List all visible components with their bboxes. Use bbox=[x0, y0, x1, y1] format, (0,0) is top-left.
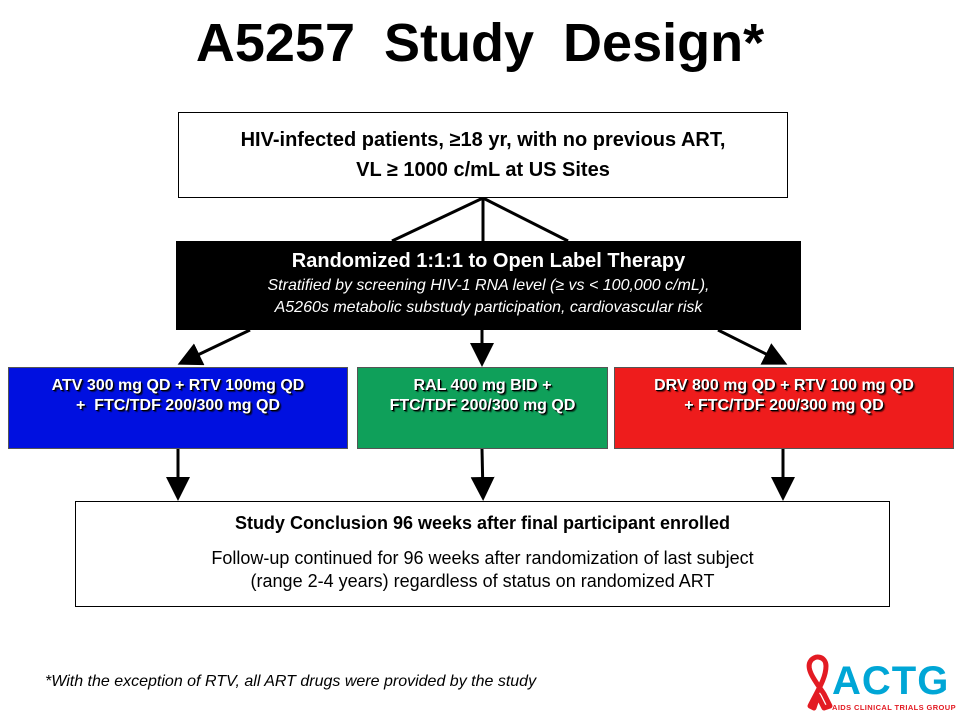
arrow-arm-2-to-conclusion bbox=[482, 449, 483, 495]
arm-2-line-1: RAL 400 mg BID + bbox=[413, 377, 552, 394]
ribbon-icon bbox=[809, 657, 830, 708]
arm-drv-rtv-box bbox=[614, 367, 954, 449]
population-line-1: HIV-infected patients, ≥18 yr, with no previous ART, bbox=[240, 129, 726, 151]
footnote: *With the exception of RTV, all ART drugs were provided by the study bbox=[45, 673, 537, 690]
conclusion-box bbox=[75, 501, 890, 607]
svg-text:ACTG: ACTG bbox=[832, 659, 950, 703]
stratification-line-1: Stratified by screening HIV-1 RNA level (≥ vs < 100,000 c/mL), bbox=[267, 277, 710, 294]
population-line-2: VL ≥ 1000 c/mL at US Sites bbox=[356, 159, 610, 181]
svg-text:AIDS CLINICAL TRIALS GROUP: AIDS CLINICAL TRIALS GROUP bbox=[832, 703, 956, 712]
conclusion-heading: Study Conclusion 96 weeks after final participant enrolled bbox=[234, 513, 731, 533]
conclusion-line-1: Follow-up continued for 96 weeks after randomization of last subject bbox=[211, 548, 754, 568]
arrow-to-arm-3 bbox=[718, 330, 782, 362]
arrow-to-arm-1 bbox=[183, 330, 250, 362]
actg-logo bbox=[796, 650, 956, 716]
arm-ral-box bbox=[357, 367, 608, 449]
page-title: A5257 Study Design* bbox=[195, 13, 765, 73]
randomization-box bbox=[176, 241, 801, 330]
connector-pop-right bbox=[483, 198, 568, 241]
arm-atv-rtv-box bbox=[8, 367, 348, 449]
arm-1-line-2: + FTC/TDF 200/300 mg QD bbox=[75, 397, 281, 414]
arm-2-line-2: FTC/TDF 200/300 mg QD bbox=[389, 397, 576, 414]
randomization-heading: Randomized 1:1:1 to Open Label Therapy bbox=[291, 250, 686, 272]
stratification-line-2: A5260s metabolic substudy participation, cardiovascular risk bbox=[274, 299, 703, 316]
arm-1-line-1: ATV 300 mg QD + RTV 100mg QD bbox=[51, 377, 305, 394]
conclusion-line-2: (range 2-4 years) regardless of status on randomized ART bbox=[250, 571, 715, 591]
arm-3-line-2: + FTC/TDF 200/300 mg QD bbox=[684, 397, 884, 414]
connector-pop-left bbox=[392, 198, 483, 241]
arm-3-line-1: DRV 800 mg QD + RTV 100 mg QD bbox=[654, 377, 914, 394]
population-box bbox=[178, 112, 788, 198]
